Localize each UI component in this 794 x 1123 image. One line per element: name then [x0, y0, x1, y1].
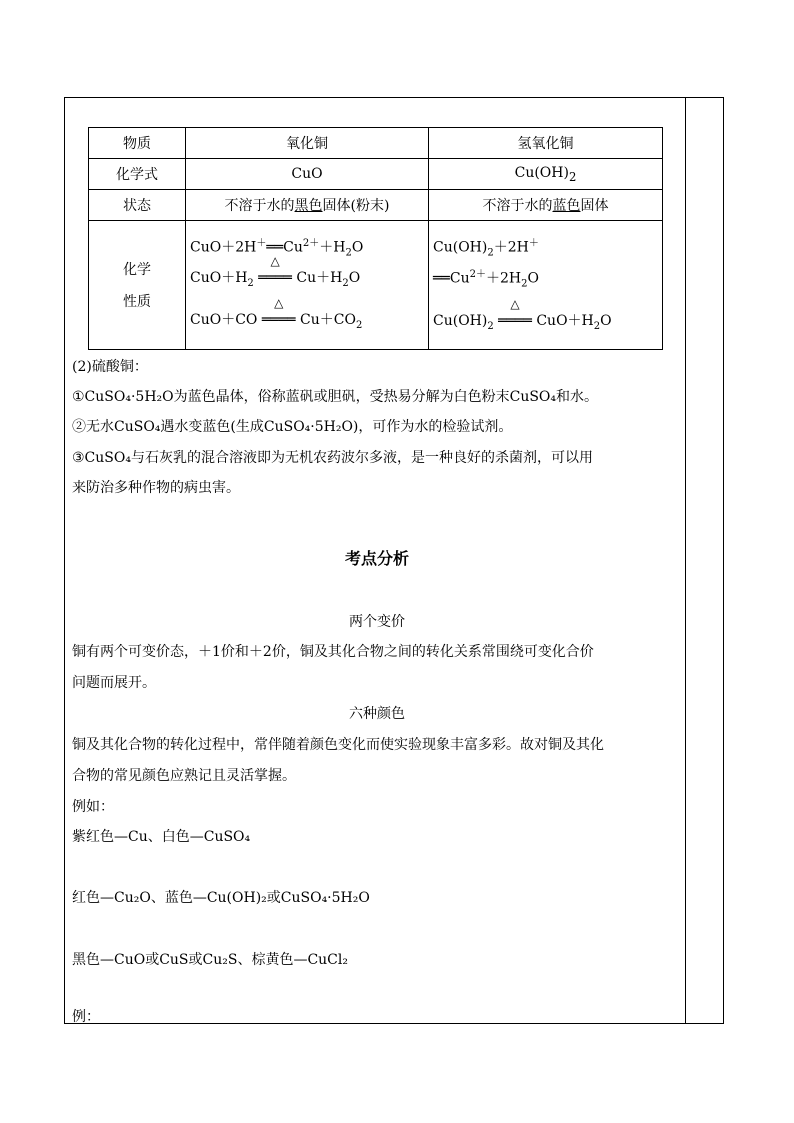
section-2-title: (2)硫酸铜： [72, 359, 148, 375]
copper-sulfate-point-3: ③CuSO₄与石灰乳的混合溶液即为无机农药波尔多液，是一种良好的杀菌剂，可以用 [72, 450, 593, 466]
valence-paragraph: 铜有两个可变价态，＋1价和＋2价，铜及其化合物之间的转化关系常围绕可变化合价 [72, 644, 594, 660]
copper-sulfate-point-3-cont: 来防治多种作物的病虫害。 [72, 480, 240, 496]
cuo-reactions [186, 221, 429, 350]
cuoh2-state: 不溶于水的蓝色固体 [429, 190, 663, 221]
cuo-state: 不溶于水的黑色固体(粉末) [186, 190, 429, 221]
subheading-six-colors: 六种颜色 [349, 706, 405, 722]
cuoh2-acid-reaction-2: $══Cu^{2+}+2H_2O$ [433, 269, 539, 290]
cuo-h2-reaction: $CuO+H_2$ △ ════ $Cu+H_2O$ [190, 253, 361, 289]
copper-compounds-table [88, 127, 663, 350]
cuo-formula: CuO [186, 159, 429, 190]
row-label-chemical-properties: 化学 性质 [89, 221, 186, 350]
cuoh2-formula: $Cu(OH)_2$ [429, 159, 663, 190]
cuoh2-decomposition: $Cu(OH)_2$ △ ════ $CuO+H_2O$ [433, 296, 612, 332]
header-cuo: 氧化铜 [186, 128, 429, 159]
example-start: 例： [72, 1009, 100, 1025]
copper-sulfate-point-2: ②无水CuSO₄遇水变蓝色(生成CuSO₄·5H₂O)，可作为水的检验试剂。 [72, 419, 513, 435]
cuoh2-reactions [429, 221, 663, 350]
color-paragraph: 铜及其化合物的转化过程中，常伴随着颜色变化而使实验现象丰富多彩。故对铜及其化 [72, 737, 604, 753]
row-label-formula: 化学式 [89, 159, 186, 190]
row-label-state: 状态 [89, 190, 186, 221]
valence-paragraph-cont: 问题而展开。 [72, 675, 156, 691]
color-list-3: 黑色—CuO或CuS或Cu₂S、棕黄色—CuCl₂ [72, 952, 348, 968]
copper-sulfate-point-1: ①CuSO₄·5H₂O为蓝色晶体，俗称蓝矾或胆矾，受热易分解为白色粉末CuSO₄和水。 [72, 389, 599, 405]
example-label: 例如： [72, 799, 114, 815]
color-list-1: 紫红色—Cu、白色—CuSO₄ [72, 829, 251, 845]
cuo-co-reaction: CuO＋CO △ ════ $Cu+CO_2$ [190, 295, 363, 331]
frame-right-column-divider [685, 97, 686, 1024]
subheading-two-valences: 两个变价 [349, 614, 405, 630]
analysis-heading: 考点分析 [344, 549, 409, 568]
header-substance: 物质 [89, 128, 186, 159]
header-cuoh2: 氢氧化铜 [429, 128, 663, 159]
color-list-2: 红色—Cu₂O、蓝色—Cu(OH)₂或CuSO₄·5H₂O [72, 890, 370, 906]
color-paragraph-cont: 合物的常见颜色应熟记且灵活掌握。 [72, 768, 296, 784]
cuoh2-acid-reaction-1: $Cu(OH)_2+2H^+$ [433, 237, 539, 259]
cuo-acid-reaction: $CuO+2H^+══Cu^{2+}+H_2O$ [190, 238, 364, 259]
